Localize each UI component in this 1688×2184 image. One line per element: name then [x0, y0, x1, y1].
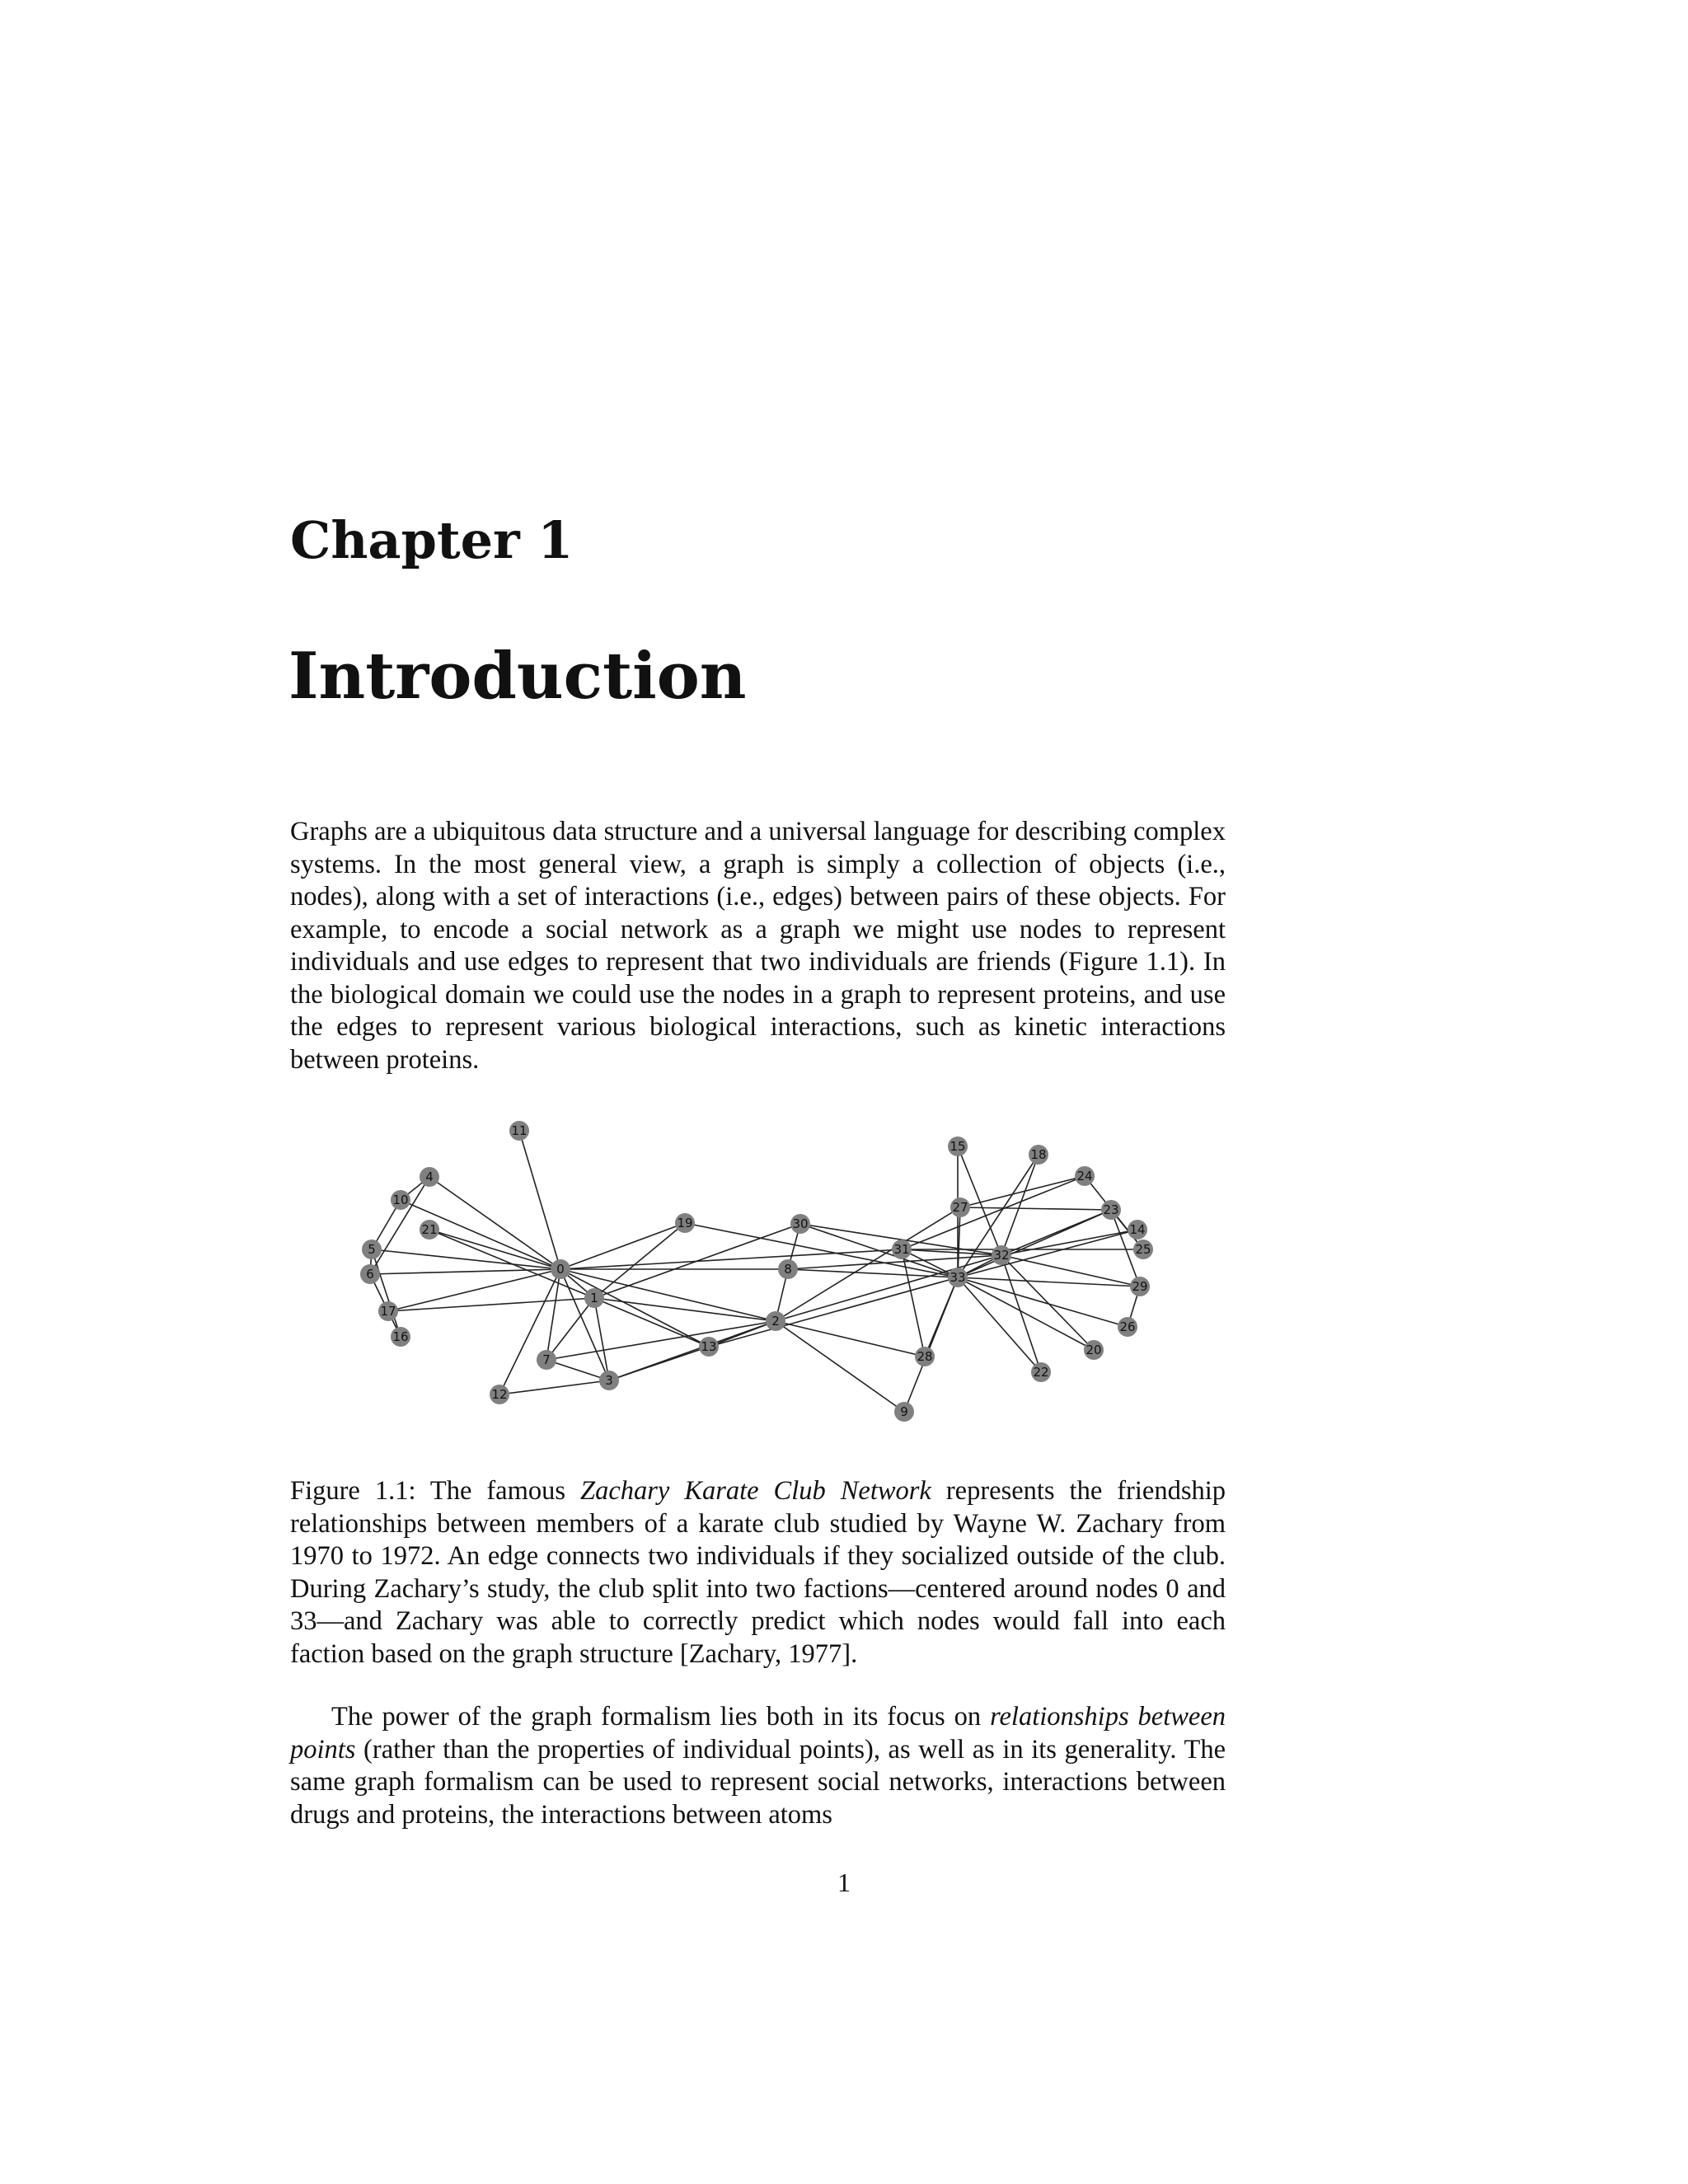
edge-29-32 [1001, 1255, 1140, 1286]
node-0-label: 0 [556, 1262, 565, 1277]
power-part1: The power of the graph formalism lies both in its focus on [331, 1702, 991, 1732]
node-13 [699, 1337, 719, 1357]
edge-22-33 [958, 1277, 1041, 1372]
node-6-label: 6 [366, 1267, 374, 1282]
node-2 [766, 1311, 785, 1331]
edge-24-31 [902, 1176, 1085, 1249]
edge-0-31 [560, 1249, 902, 1269]
edge-8-33 [788, 1269, 958, 1277]
node-7-label: 7 [542, 1352, 551, 1367]
edge-2-9 [776, 1321, 904, 1412]
page-number: 1 [837, 1868, 851, 1897]
node-19-label: 19 [677, 1216, 693, 1230]
node-12 [490, 1385, 509, 1404]
intro-paragraph: Graphs are a ubiquitous data structure and a universal language for describing complex systems. In the most general view, a graph is simply a collection of objects (i.e., nodes), along with a set of interactions (i.e., edges) between pairs of these objects. For example, to encode a social network as a graph we might use nodes to represent individuals and use edges to represent that two individuals are friends (Figure 1.1). In the biological domain we could use the nodes in a graph to represent proteins, and use the edges to represent various biological interactions, such as kinetic interactions between proteins. [290, 817, 1226, 1075]
node-16 [391, 1327, 410, 1347]
node-28-label: 28 [917, 1349, 933, 1364]
node-25 [1133, 1240, 1153, 1259]
node-27-label: 27 [952, 1200, 968, 1215]
node-20-label: 20 [1085, 1343, 1102, 1357]
node-15 [948, 1137, 968, 1156]
node-27 [950, 1197, 970, 1217]
node-32-label: 32 [993, 1248, 1010, 1263]
node-3 [599, 1371, 619, 1390]
edge-0-5 [372, 1249, 560, 1269]
power-part2: (rather than the properties of individual points), as well as in its generality. The same graph formalism can be used to represent social networks, interactions between drugs and proteins, the interactions between atoms [290, 1734, 1226, 1830]
node-1-label: 1 [590, 1291, 598, 1305]
node-15-label: 15 [950, 1139, 966, 1154]
node-21-label: 21 [421, 1222, 438, 1237]
caption-network-name: Zachary Karate Club Network [580, 1476, 931, 1506]
edge-8-32 [788, 1255, 1001, 1269]
node-17-label: 17 [380, 1304, 396, 1319]
node-17 [378, 1301, 398, 1321]
node-26-label: 26 [1119, 1319, 1136, 1334]
node-10-label: 10 [392, 1193, 409, 1207]
node-32 [992, 1245, 1011, 1265]
node-25-label: 25 [1135, 1242, 1151, 1257]
node-14 [1128, 1220, 1147, 1240]
node-5-label: 5 [368, 1242, 376, 1257]
node-28 [915, 1347, 935, 1366]
node-7 [537, 1350, 556, 1370]
edge-3-13 [609, 1347, 709, 1380]
node-30-label: 30 [792, 1216, 809, 1231]
edge-1-30 [594, 1224, 800, 1298]
edge-1-3 [594, 1298, 609, 1380]
edge-28-33 [925, 1277, 958, 1357]
edge-0-11 [519, 1131, 560, 1269]
node-13-label: 13 [701, 1339, 717, 1354]
node-33-label: 33 [950, 1270, 966, 1285]
power-paragraph [290, 1701, 1226, 1831]
edge-2-28 [776, 1321, 925, 1357]
edge-0-21 [429, 1230, 560, 1269]
node-11-label: 11 [511, 1123, 528, 1138]
edge-0-17 [388, 1269, 560, 1311]
node-8-label: 8 [784, 1262, 792, 1277]
node-18 [1029, 1145, 1048, 1165]
node-4 [420, 1167, 439, 1187]
edge-1-17 [388, 1298, 594, 1311]
node-6 [360, 1264, 380, 1284]
network-edges [370, 1131, 1146, 1412]
node-8 [778, 1259, 798, 1279]
node-30 [790, 1214, 810, 1234]
edge-0-13 [560, 1269, 709, 1347]
edge-3-7 [546, 1360, 609, 1380]
caption-prefix: Figure 1.1: The famous [290, 1476, 580, 1506]
edge-3-12 [499, 1380, 609, 1394]
node-21 [420, 1220, 439, 1240]
node-1 [584, 1288, 604, 1308]
node-24 [1075, 1166, 1095, 1186]
edge-20-33 [958, 1277, 1094, 1350]
edge-1-21 [429, 1230, 594, 1298]
node-16-label: 16 [392, 1329, 409, 1344]
node-2-label: 2 [771, 1314, 780, 1329]
edge-2-13 [709, 1321, 776, 1347]
node-24-label: 24 [1076, 1169, 1093, 1183]
node-10 [391, 1190, 410, 1210]
node-0 [551, 1259, 570, 1279]
edge-24-27 [960, 1176, 1085, 1207]
node-9 [894, 1402, 914, 1422]
node-29 [1130, 1277, 1150, 1296]
node-14-label: 14 [1129, 1222, 1146, 1237]
edge-0-19 [560, 1223, 685, 1269]
node-9-label: 9 [900, 1404, 908, 1419]
node-26 [1118, 1317, 1137, 1337]
node-29-label: 29 [1132, 1279, 1148, 1294]
edge-18-32 [1001, 1155, 1039, 1255]
edge-5-16 [372, 1249, 401, 1337]
node-33 [948, 1268, 968, 1287]
node-18-label: 18 [1030, 1147, 1047, 1162]
edge-20-32 [1001, 1255, 1094, 1350]
node-5 [362, 1240, 382, 1259]
edge-1-19 [594, 1223, 685, 1298]
node-23-label: 23 [1103, 1202, 1119, 1217]
chapter-title: Introduction [288, 639, 747, 714]
node-22 [1031, 1362, 1051, 1382]
node-31-label: 31 [893, 1242, 910, 1257]
edge-22-32 [1001, 1255, 1041, 1372]
edge-14-32 [1001, 1230, 1137, 1255]
edge-0-4 [429, 1177, 560, 1269]
node-19 [675, 1213, 695, 1233]
edge-0-3 [560, 1269, 609, 1380]
power-emphasis: relationships between points [290, 1702, 1226, 1765]
node-3-label: 3 [605, 1373, 613, 1388]
node-31 [892, 1240, 912, 1259]
node-4-label: 4 [425, 1169, 434, 1184]
caption-rest: represents the friendship relationships between members of a karate club studied by Wayne W. Zachary from 1970 to 1972. An edge connects two individuals if they socialized outside of the club. During Zachary’s study, the club split into two factions—centered around nodes 0 and 33—and Zachary was able to correctly predict which nodes would fall into each faction based on the graph structure [Zachary, 1977]. [290, 1476, 1226, 1669]
node-12-label: 12 [491, 1387, 508, 1402]
node-23 [1101, 1200, 1121, 1220]
node-22-label: 22 [1033, 1365, 1049, 1380]
node-11 [509, 1121, 529, 1141]
chapter-label: Chapter 1 [290, 510, 574, 570]
figure-caption [290, 1475, 1226, 1671]
node-20 [1084, 1340, 1104, 1360]
